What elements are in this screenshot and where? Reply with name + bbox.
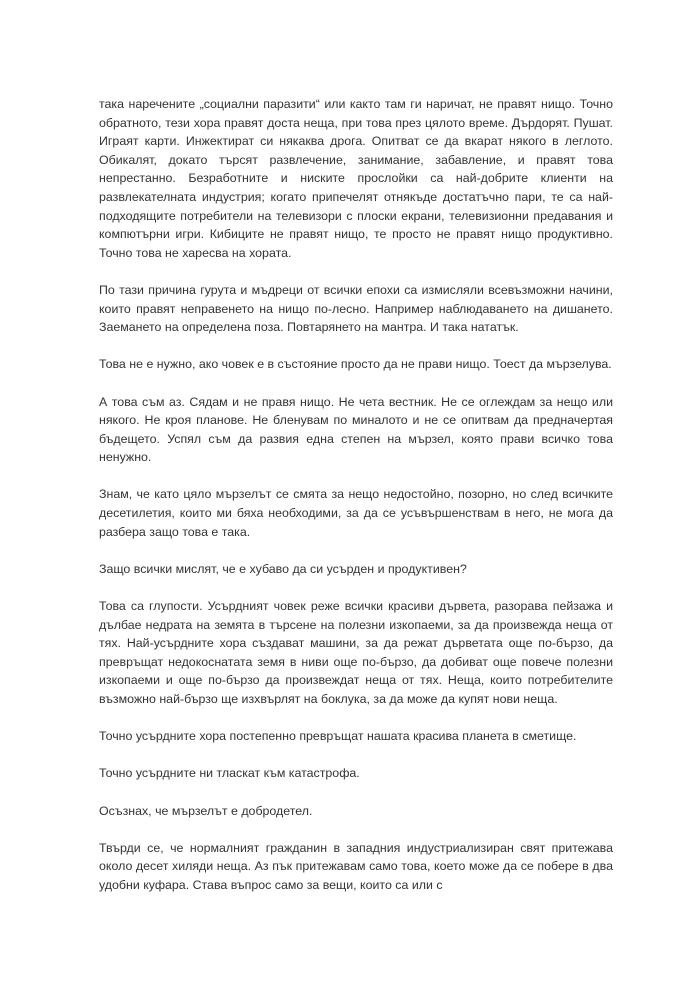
paragraph: Твърди се, че нормалният гражданин в западния индустриализиран свят притежава около десет хиляди неща. Аз пък притежавам само това, което може да се побере в два удобни куфара. Става въпрос само за вещи, които са или с	[99, 840, 613, 892]
paragraph: По тази причина гурута и мъдреци от всички епохи са измисляли всевъзможни начини, които правят неправенето на нищо по-лесно. Например наблюдаването на дишането. Заемането на определена поза. Повтарянето на мантра. И така нататък.	[99, 282, 613, 335]
paragraph: Това са глупости. Усърдният човек реже всички красиви дървета, разорава пейзажа и дълбае недрата на земята в търсене на полезни изкопаеми, за да произвежда неща от тях. Най-усърдните хора създават машини, за да режат дърветата още по-бързо, да превръщат недокоснатата земя в ниви още по-бързо, да добиват още повече полезни изкопаеми и още по-бързо да произвеждат неща от тях. Неща, които потребителите възможно най-бързо ще изхвърлят на боклука, за да може да купят нови неща.	[99, 599, 613, 706]
document-page	[99, 95, 613, 895]
paragraph: Това не е нужно, ако човек е в състояние просто да не прави нищо. Тоест да мързелува.	[99, 357, 612, 372]
paragraph: Осъзнах, че мързелът е добродетел.	[99, 803, 313, 818]
paragraph: Защо всички мислят, че е хубаво да си усърден и продуктивен?	[99, 561, 467, 576]
paragraph: А това съм аз. Сядам и не правя нищо. Не чета вестник. Не се оглеждам за нещо или някого. Не кроя планове. Не бленувам по миналото и не се опитвам да предначертая бъдещето. Успял съм да развия една степен на мързел, която прави всичко това ненужно.	[99, 394, 613, 465]
paragraph: Точно усърдните ни тласкат към катастрофа.	[99, 766, 360, 781]
paragraph: Точно усърдните хора постепенно превръщат нашата красива планета в сметище.	[99, 729, 577, 744]
paragraph: така наречените „социални паразити“ или както там ги наричат, не правят нищо. Точно обратното, тези хора правят доста неща, при това през цялото време. Дърдорят. Пушат. Играят карти. Инжектират си някаква дрога. Опитват се да вкарат някого в леглото. Обикалят, докато търсят развлечение, занимание, забавление, и правят това непрестанно. Безработните и ниските прослойки са най-добрите клиенти на развлекателната индустрия; когато припечелят отнякъде достатъчно пари, те са най-подходящите потребители на телевизори с плоски екрани, телевизионни предавания и компютърни игри. Кибиците не правят нищо, те просто не правят нищо продуктивно. Точно това не харесва на хората.	[99, 97, 613, 260]
paragraph: Знам, че като цяло мързелът се смята за нещо недостойно, позорно, но след всичките десетилетия, които ми бяха необходими, за да се усъвършенствам в него, не мога да разбера защо това е така.	[99, 487, 613, 539]
